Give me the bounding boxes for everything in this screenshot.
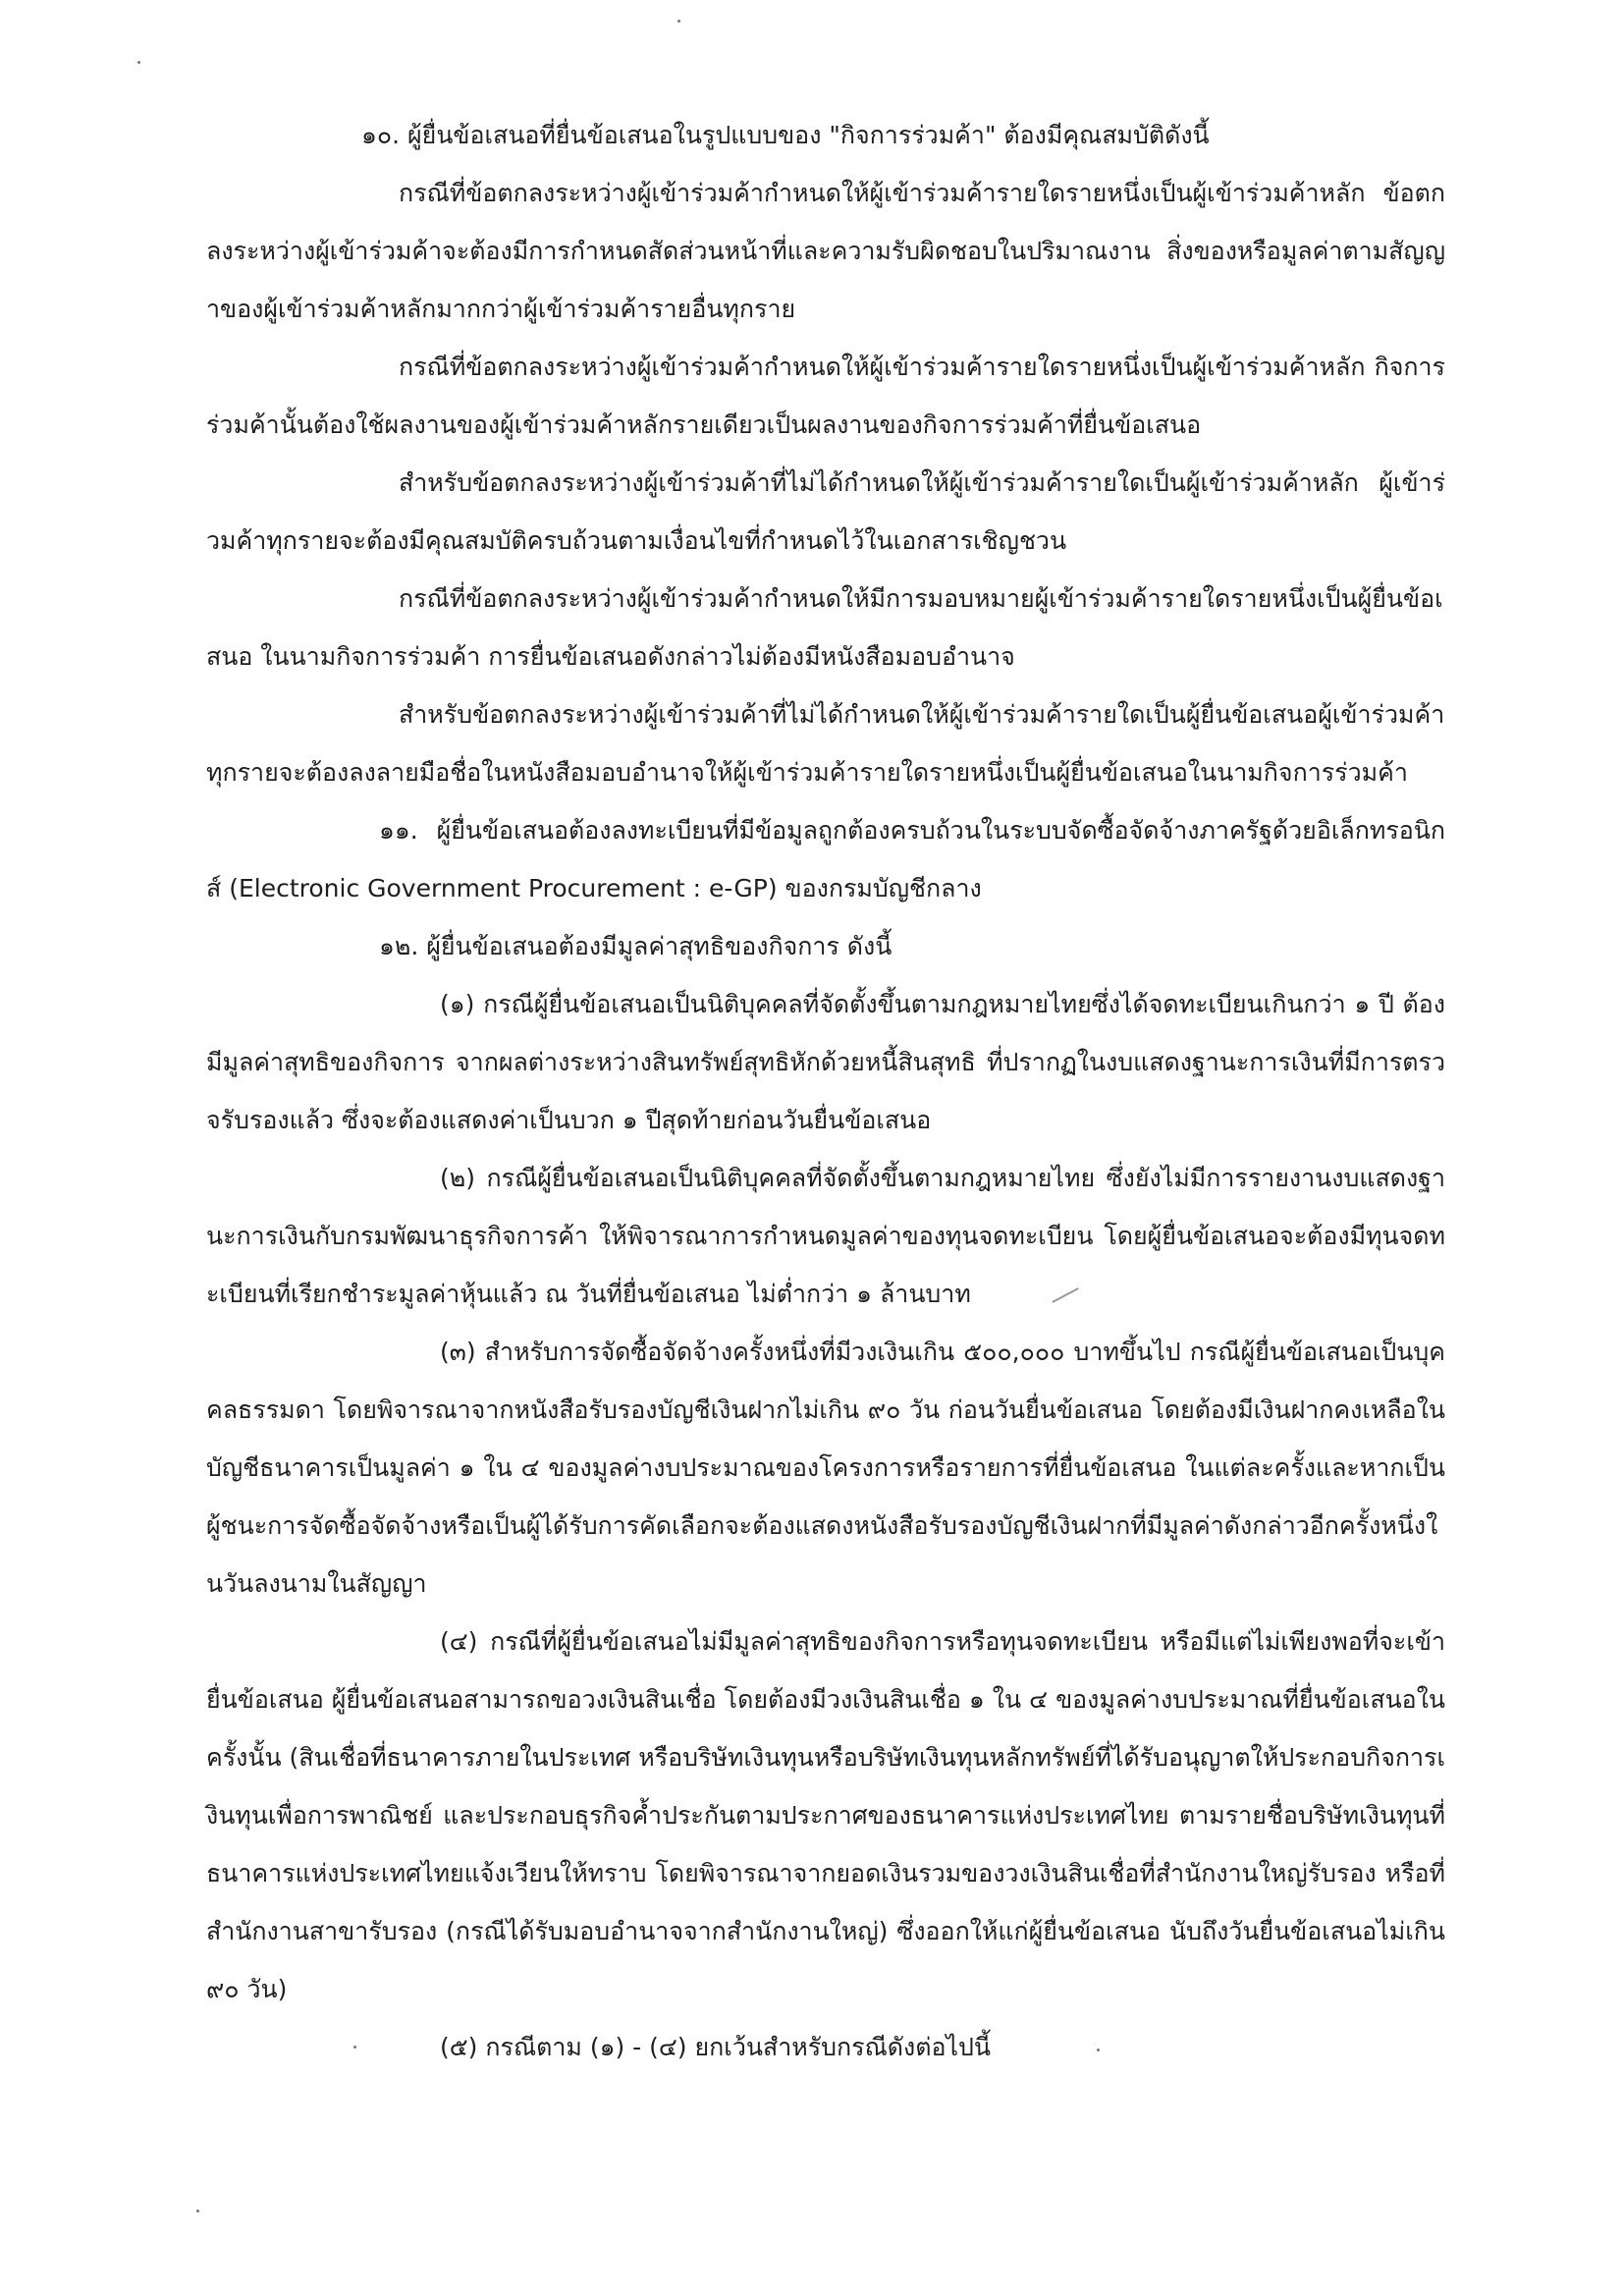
clause-10-lead-partner-experience: กรณีที่ข้อตกลงระหว่างผู้เข้าร่วมค้ากำหนดให้ผู้เข้าร่วมค้ารายใดรายหนึ่งเป็นผู้เข้าร่วมค้าหลัก กิจการร่วมค้านั้นต้องใช้ผลงานของผู้เข้าร่วมค้าหลักรายเดียวเป็นผลงานของกิจการร่วมค้าที่ยื่นข้อเสนอ xyxy=(206,353,1445,439)
clause-10-heading: ๑๐. ผู้ยื่นข้อเสนอที่ยื่นข้อเสนอในรูปแบบของ "กิจการร่วมค้า" ต้องมีคุณสมบัติดังนี้ xyxy=(361,121,1210,149)
scan-speck xyxy=(677,20,680,23)
scan-speck xyxy=(137,61,140,64)
clause-12-heading: ๑๒. ผู้ยื่นข้อเสนอต้องมีมูลค่าสุทธิของกิจการ ดังนี้ xyxy=(379,932,893,960)
clause-12-item-1: (๑) กรณีผู้ยื่นข้อเสนอเป็นนิติบุคคลที่จัดตั้งขึ้นตามกฎหมายไทยซึ่งได้จดทะเบียนเกินกว่า ๑ ปี ต้องมีมูลค่าสุทธิของกิจการ จากผลต่างระหว่างสินทรัพย์สุทธิหักด้วยหนี้สินสุทธิ ที่ปรากฏในงบแสดงฐานะการเงินที่มีการตรวจรับรองแล้ว ซึ่งจะต้องแสดงค่าเป็นบวก ๑ ปีสุดท้ายก่อนวันยื่นข้อเสนอ xyxy=(206,990,1445,1134)
clause-12-item-5: (๕) กรณีตาม (๑) - (๔) ยกเว้นสำหรับกรณีดังต่อไปนี้ xyxy=(440,2033,992,2061)
clause-10-lead-partner-share: กรณีที่ข้อตกลงระหว่างผู้เข้าร่วมค้ากำหนดให้ผู้เข้าร่วมค้ารายใดรายหนึ่งเป็นผู้เข้าร่วมค้าหลัก ข้อตกลงระหว่างผู้เข้าร่วมค้าจะต้องมีการกำหนดสัดส่วนหน้าที่และความรับผิดชอบในปริมาณงาน สิ่งของหรือมูลค่าตามสัญญาของผู้เข้าร่วมค้าหลักมากกว่าผู้เข้าร่วมค้ารายอื่นทุกราย xyxy=(206,179,1445,323)
document-body xyxy=(206,106,1445,2076)
clause-10-no-lead-partner: สำหรับข้อตกลงระหว่างผู้เข้าร่วมค้าที่ไม่ได้กำหนดให้ผู้เข้าร่วมค้ารายใดเป็นผู้เข้าร่วมค้าหลัก ผู้เข้าร่วมค้าทุกรายจะต้องมีคุณสมบัติครบถ้วนตามเงื่อนไขที่กำหนดไว้ในเอกสารเชิญชวน xyxy=(206,468,1445,555)
clause-10-power-of-attorney: สำหรับข้อตกลงระหว่างผู้เข้าร่วมค้าที่ไม่ได้กำหนดให้ผู้เข้าร่วมค้ารายใดเป็นผู้ยื่นข้อเสนอผู้เข้าร่วมค้าทุกรายจะต้องลงลายมือชื่อในหนังสือมอบอำนาจให้ผู้เข้าร่วมค้ารายใดรายหนึ่งเป็นผู้ยื่นข้อเสนอในนามกิจการร่วมค้า xyxy=(206,700,1445,787)
scan-speck xyxy=(196,2210,199,2213)
clause-12-item-4: (๔) กรณีที่ผู้ยื่นข้อเสนอไม่มีมูลค่าสุทธิของกิจการหรือทุนจดทะเบียน หรือมีแต่ไม่เพียงพอที่จะเข้ายื่นข้อเสนอ ผู้ยื่นข้อเสนอสามารถขอวงเงินสินเชื่อ โดยต้องมีวงเงินสินเชื่อ ๑ ใน ๔ ของมูลค่างบประมาณที่ยื่นข้อเสนอในครั้งนั้น (สินเชื่อที่ธนาคารภายในประเทศ หรือบริษัทเงินทุนหรือบริษัทเงินทุนหลักทรัพย์ที่ได้รับอนุญาตให้ประกอบกิจการเงินทุนเพื่อการพาณิชย์ และประกอบธุรกิจค้ำประกันตามประกาศของธนาคารแห่งประเทศไทย ตามรายชื่อบริษัทเงินทุนที่ธนาคารแห่งประเทศไทยแจ้งเวียนให้ทราบ โดยพิจารณาจากยอดเงินรวมของวงเงินสินเชื่อที่สำนักงานใหญ่รับรอง หรือที่สำนักงานสาขารับรอง (กรณีได้รับมอบอำนาจจากสำนักงานใหญ่) ซึ่งออกให้แก่ผู้ยื่นข้อเสนอ นับถึงวันยื่นข้อเสนอไม่เกิน ๙๐ วัน) xyxy=(206,1627,1445,2003)
clause-12-item-2: (๒) กรณีผู้ยื่นข้อเสนอเป็นนิติบุคคลที่จัดตั้งขึ้นตามกฎหมายไทย ซึ่งยังไม่มีการรายงานงบแสดงฐานะการเงินกับกรมพัฒนาธุรกิจการค้า ให้พิจารณาการกำหนดมูลค่าของทุนจดทะเบียน โดยผู้ยื่นข้อเสนอจะต้องมีทุนจดทะเบียนที่เรียกชำระมูลค่าหุ้นแล้ว ณ วันที่ยื่นข้อเสนอ ไม่ต่ำกว่า ๑ ล้านบาท xyxy=(206,1164,1445,1308)
clause-12-item-3: (๓) สำหรับการจัดซื้อจัดจ้างครั้งหนึ่งที่มีวงเงินเกิน ๕๐๐,๐๐๐ บาทขึ้นไป กรณีผู้ยื่นข้อเสนอเป็นบุคคลธรรมดา โดยพิจารณาจากหนังสือรับรองบัญชีเงินฝากไม่เกิน ๙๐ วัน ก่อนวันยื่นข้อเสนอ โดยต้องมีเงินฝากคงเหลือในบัญชีธนาคารเป็นมูลค่า ๑ ใน ๔ ของมูลค่างบประมาณของโครงการหรือรายการที่ยื่นข้อเสนอ ในแต่ละครั้งและหากเป็นผู้ชนะการจัดซื้อจัดจ้างหรือเป็นผู้ได้รับการคัดเลือกจะต้องแสดงหนังสือรับรองบัญชีเงินฝากที่มีมูลค่าดังกล่าวอีกครั้งหนึ่งในวันลงนามในสัญญา xyxy=(206,1338,1445,1598)
clause-10-designated-bidder: กรณีที่ข้อตกลงระหว่างผู้เข้าร่วมค้ากำหนดให้มีการมอบหมายผู้เข้าร่วมค้ารายใดรายหนึ่งเป็นผู้ยื่นข้อเสนอ ในนามกิจการร่วมค้า การยื่นข้อเสนอดังกล่าวไม่ต้องมีหนังสือมอบอำนาจ xyxy=(206,584,1443,671)
clause-11-egp-registration: ๑๑. ผู้ยื่นข้อเสนอต้องลงทะเบียนที่มีข้อมูลถูกต้องครบถ้วนในระบบจัดซื้อจัดจ้างภาครัฐด้วยอิเล็กทรอนิกส์ (Electronic Government Procurement : e-GP) ของกรมบัญชีกลาง xyxy=(206,816,1445,902)
